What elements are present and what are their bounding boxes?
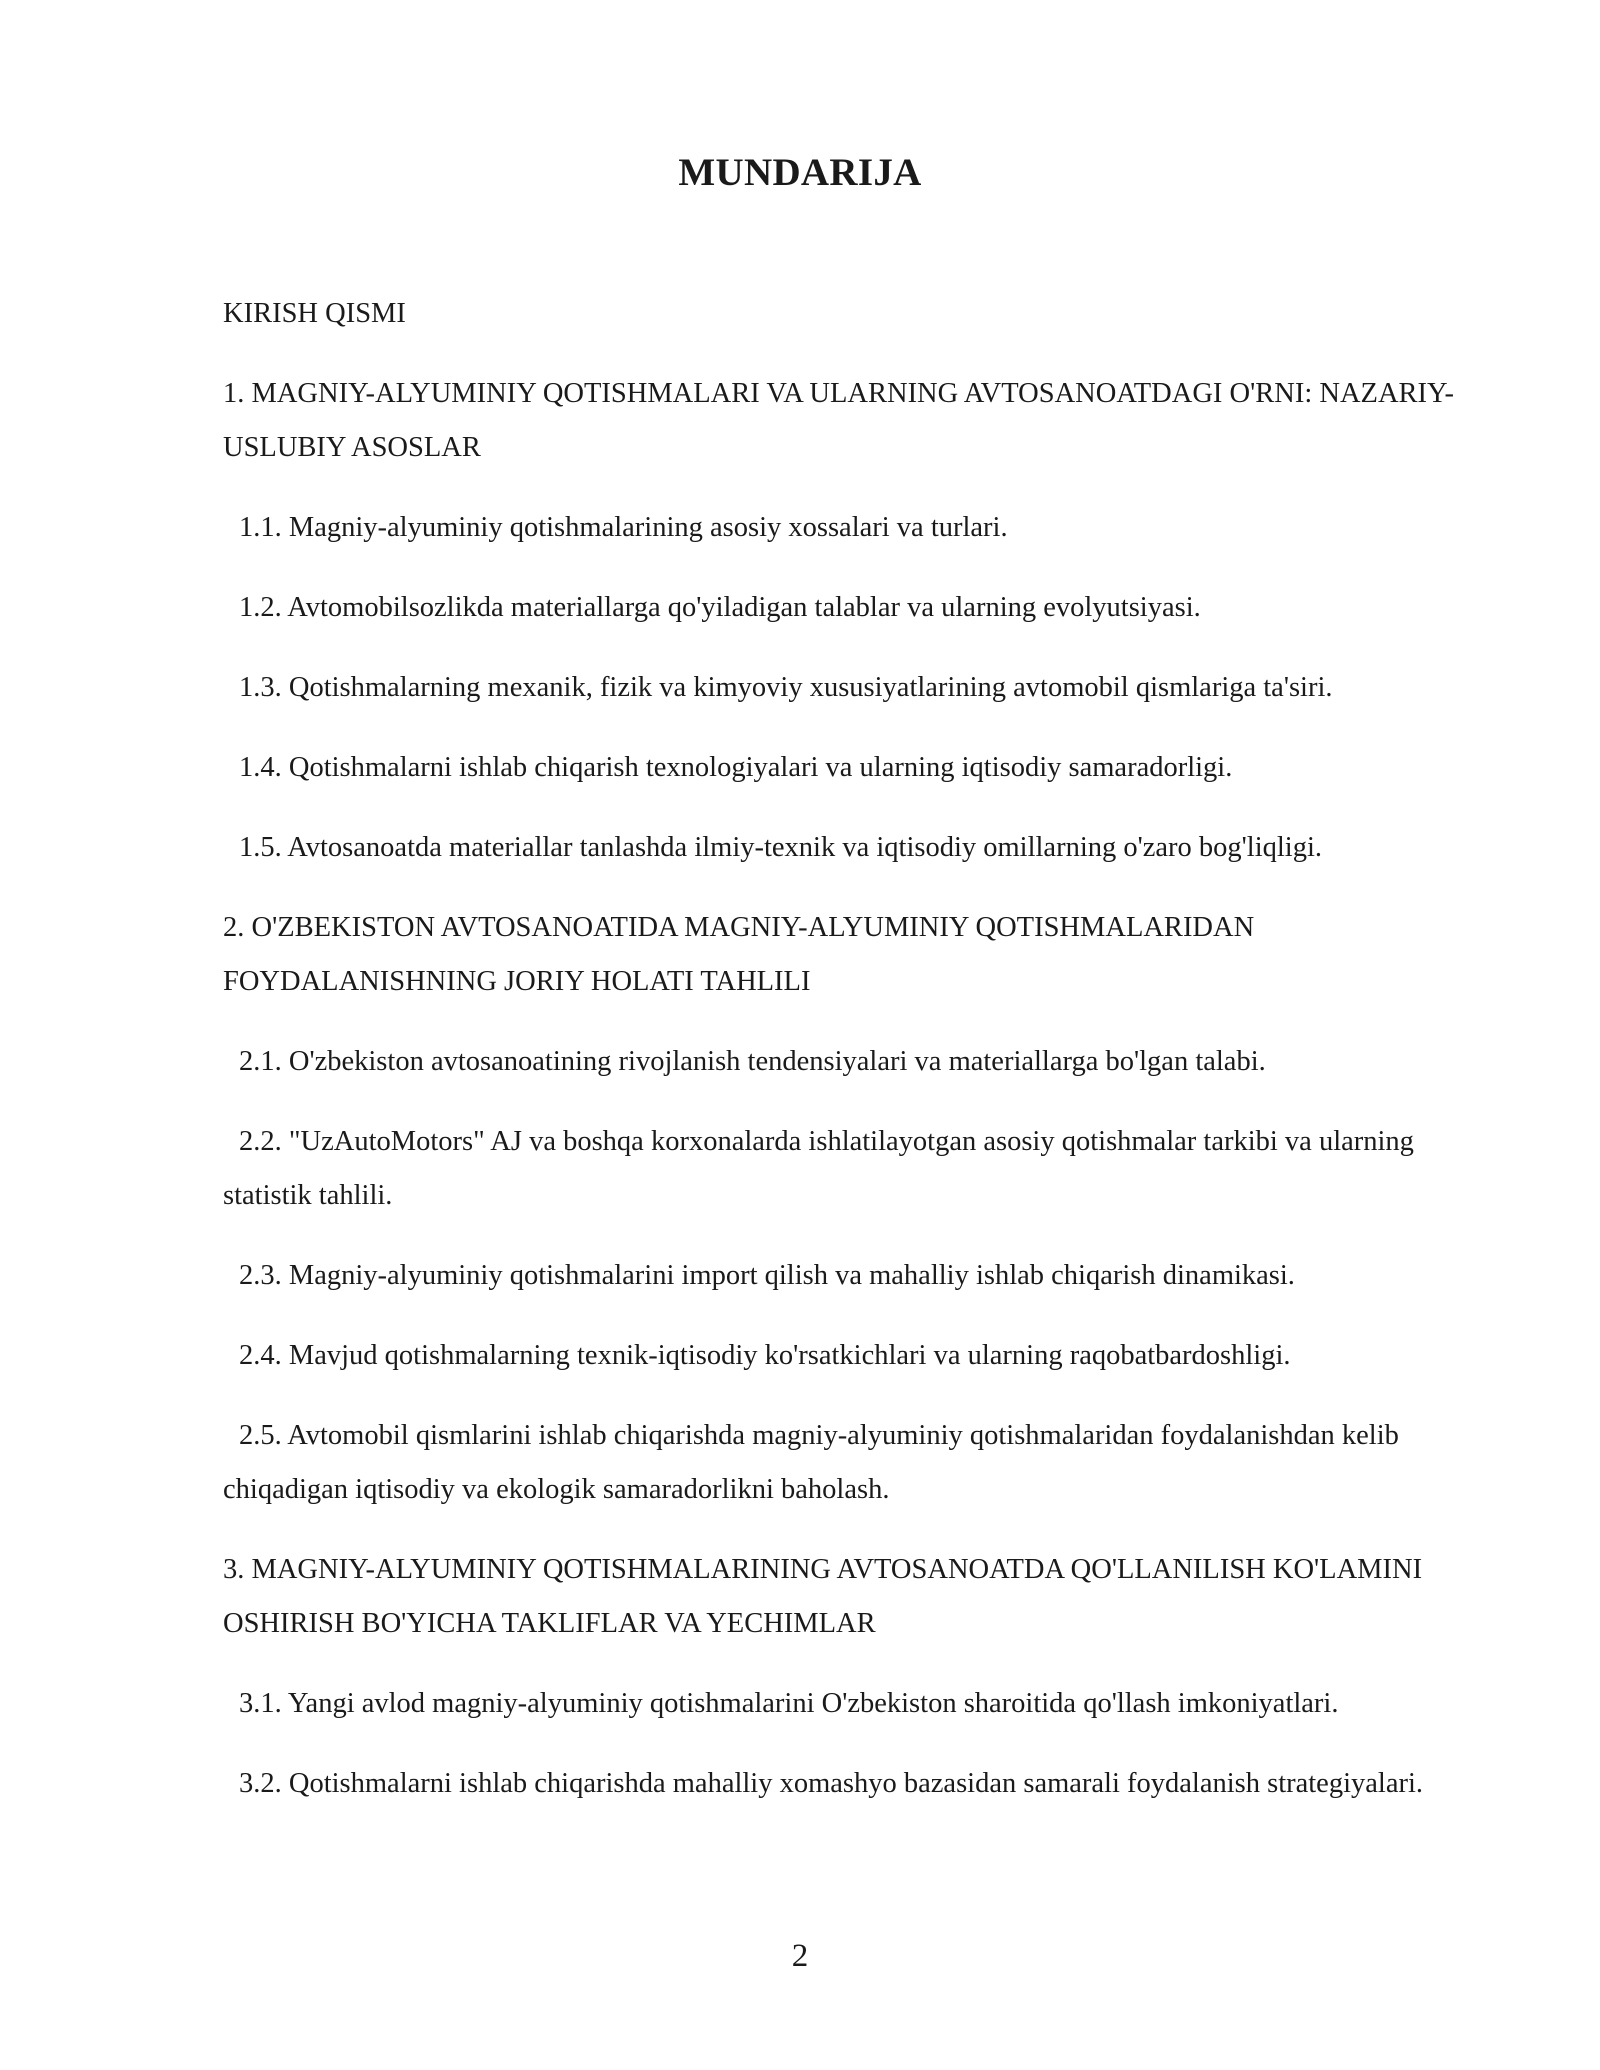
toc-item-3-1[interactable]: 3.1. Yangi avlod magniy-alyuminiy qotishmalarini O'zbekiston sharoitida qo'llash imkoniyatlari.: [239, 1688, 1339, 1719]
toc-item-chapter-1[interactable]: 1. MAGNIY-ALYUMINIY QOTISHMALARI VA ULARNING AVTOSANOATDAGI O'RNI: NAZARIY-USLUBIY ASOSLAR: [223, 378, 1454, 463]
toc-item-1-2[interactable]: 1.2. Avtomobilsozlikda materiallarga qo'yiladigan talablar va ularning evolyutsiyasi.: [239, 592, 1201, 623]
toc-item-1-1[interactable]: 1.1. Magniy-alyuminiy qotishmalarining asosiy xossalari va turlari.: [239, 512, 1008, 543]
toc-item-1-3[interactable]: 1.3. Qotishmalarning mexanik, fizik va kimyoviy xususiyatlarining avtomobil qismlariga ta'siri.: [239, 672, 1333, 703]
toc-item-2-1[interactable]: 2.1. O'zbekiston avtosanoatining rivojlanish tendensiyalari va materiallarga bo'lgan talabi.: [239, 1046, 1266, 1077]
toc-item-2-2[interactable]: 2.2. "UzAutoMotors" AJ va boshqa korxonalarda ishlatilayotgan asosiy qotishmalar tarkibi va ularning statistik tahlili.: [223, 1126, 1414, 1211]
toc-item-2-4[interactable]: 2.4. Mavjud qotishmalarning texnik-iqtisodiy ko'rsatkichlari va ularning raqobatbardoshligi.: [239, 1340, 1291, 1371]
toc-item-2-3[interactable]: 2.3. Magniy-alyuminiy qotishmalarini import qilish va mahalliy ishlab chiqarish dinamikasi.: [239, 1260, 1295, 1291]
toc-item-chapter-3[interactable]: 3. MAGNIY-ALYUMINIY QOTISHMALARINING AVTOSANOATDA QO'LLANILISH KO'LAMINI OSHIRISH BO'YICHA TAKLIFLAR VA YECHIMLAR: [223, 1554, 1423, 1639]
page-title: MUNDARIJA: [678, 151, 922, 194]
toc-item-chapter-2[interactable]: 2. O'ZBEKISTON AVTOSANOATIDA MAGNIY-ALYUMINIY QOTISHMALARIDAN FOYDALANISHNING JORIY HOLATI TAHLILI: [223, 912, 1255, 997]
toc-item-1-4[interactable]: 1.4. Qotishmalarni ishlab chiqarish texnologiyalari va ularning iqtisodiy samaradorligi.: [239, 752, 1233, 783]
table-of-contents: [223, 287, 1463, 1837]
toc-item-3-2[interactable]: 3.2. Qotishmalarni ishlab chiqarishda mahalliy xomashyo bazasidan samarali foydalanish strategiyalari.: [239, 1768, 1424, 1799]
toc-item-intro[interactable]: KIRISH QISMI: [223, 298, 406, 329]
page-number: 2: [791, 1938, 809, 1974]
toc-item-2-5[interactable]: 2.5. Avtomobil qismlarini ishlab chiqarishda magniy-alyuminiy qotishmalaridan foydalanishdan kelib chiqadigan iqtisodiy va ekologik samaradorlikni baholash.: [223, 1420, 1399, 1505]
toc-item-1-5[interactable]: 1.5. Avtosanoatda materiallar tanlashda ilmiy-texnik va iqtisodiy omillarning o'zaro bog'liqligi.: [239, 832, 1323, 863]
